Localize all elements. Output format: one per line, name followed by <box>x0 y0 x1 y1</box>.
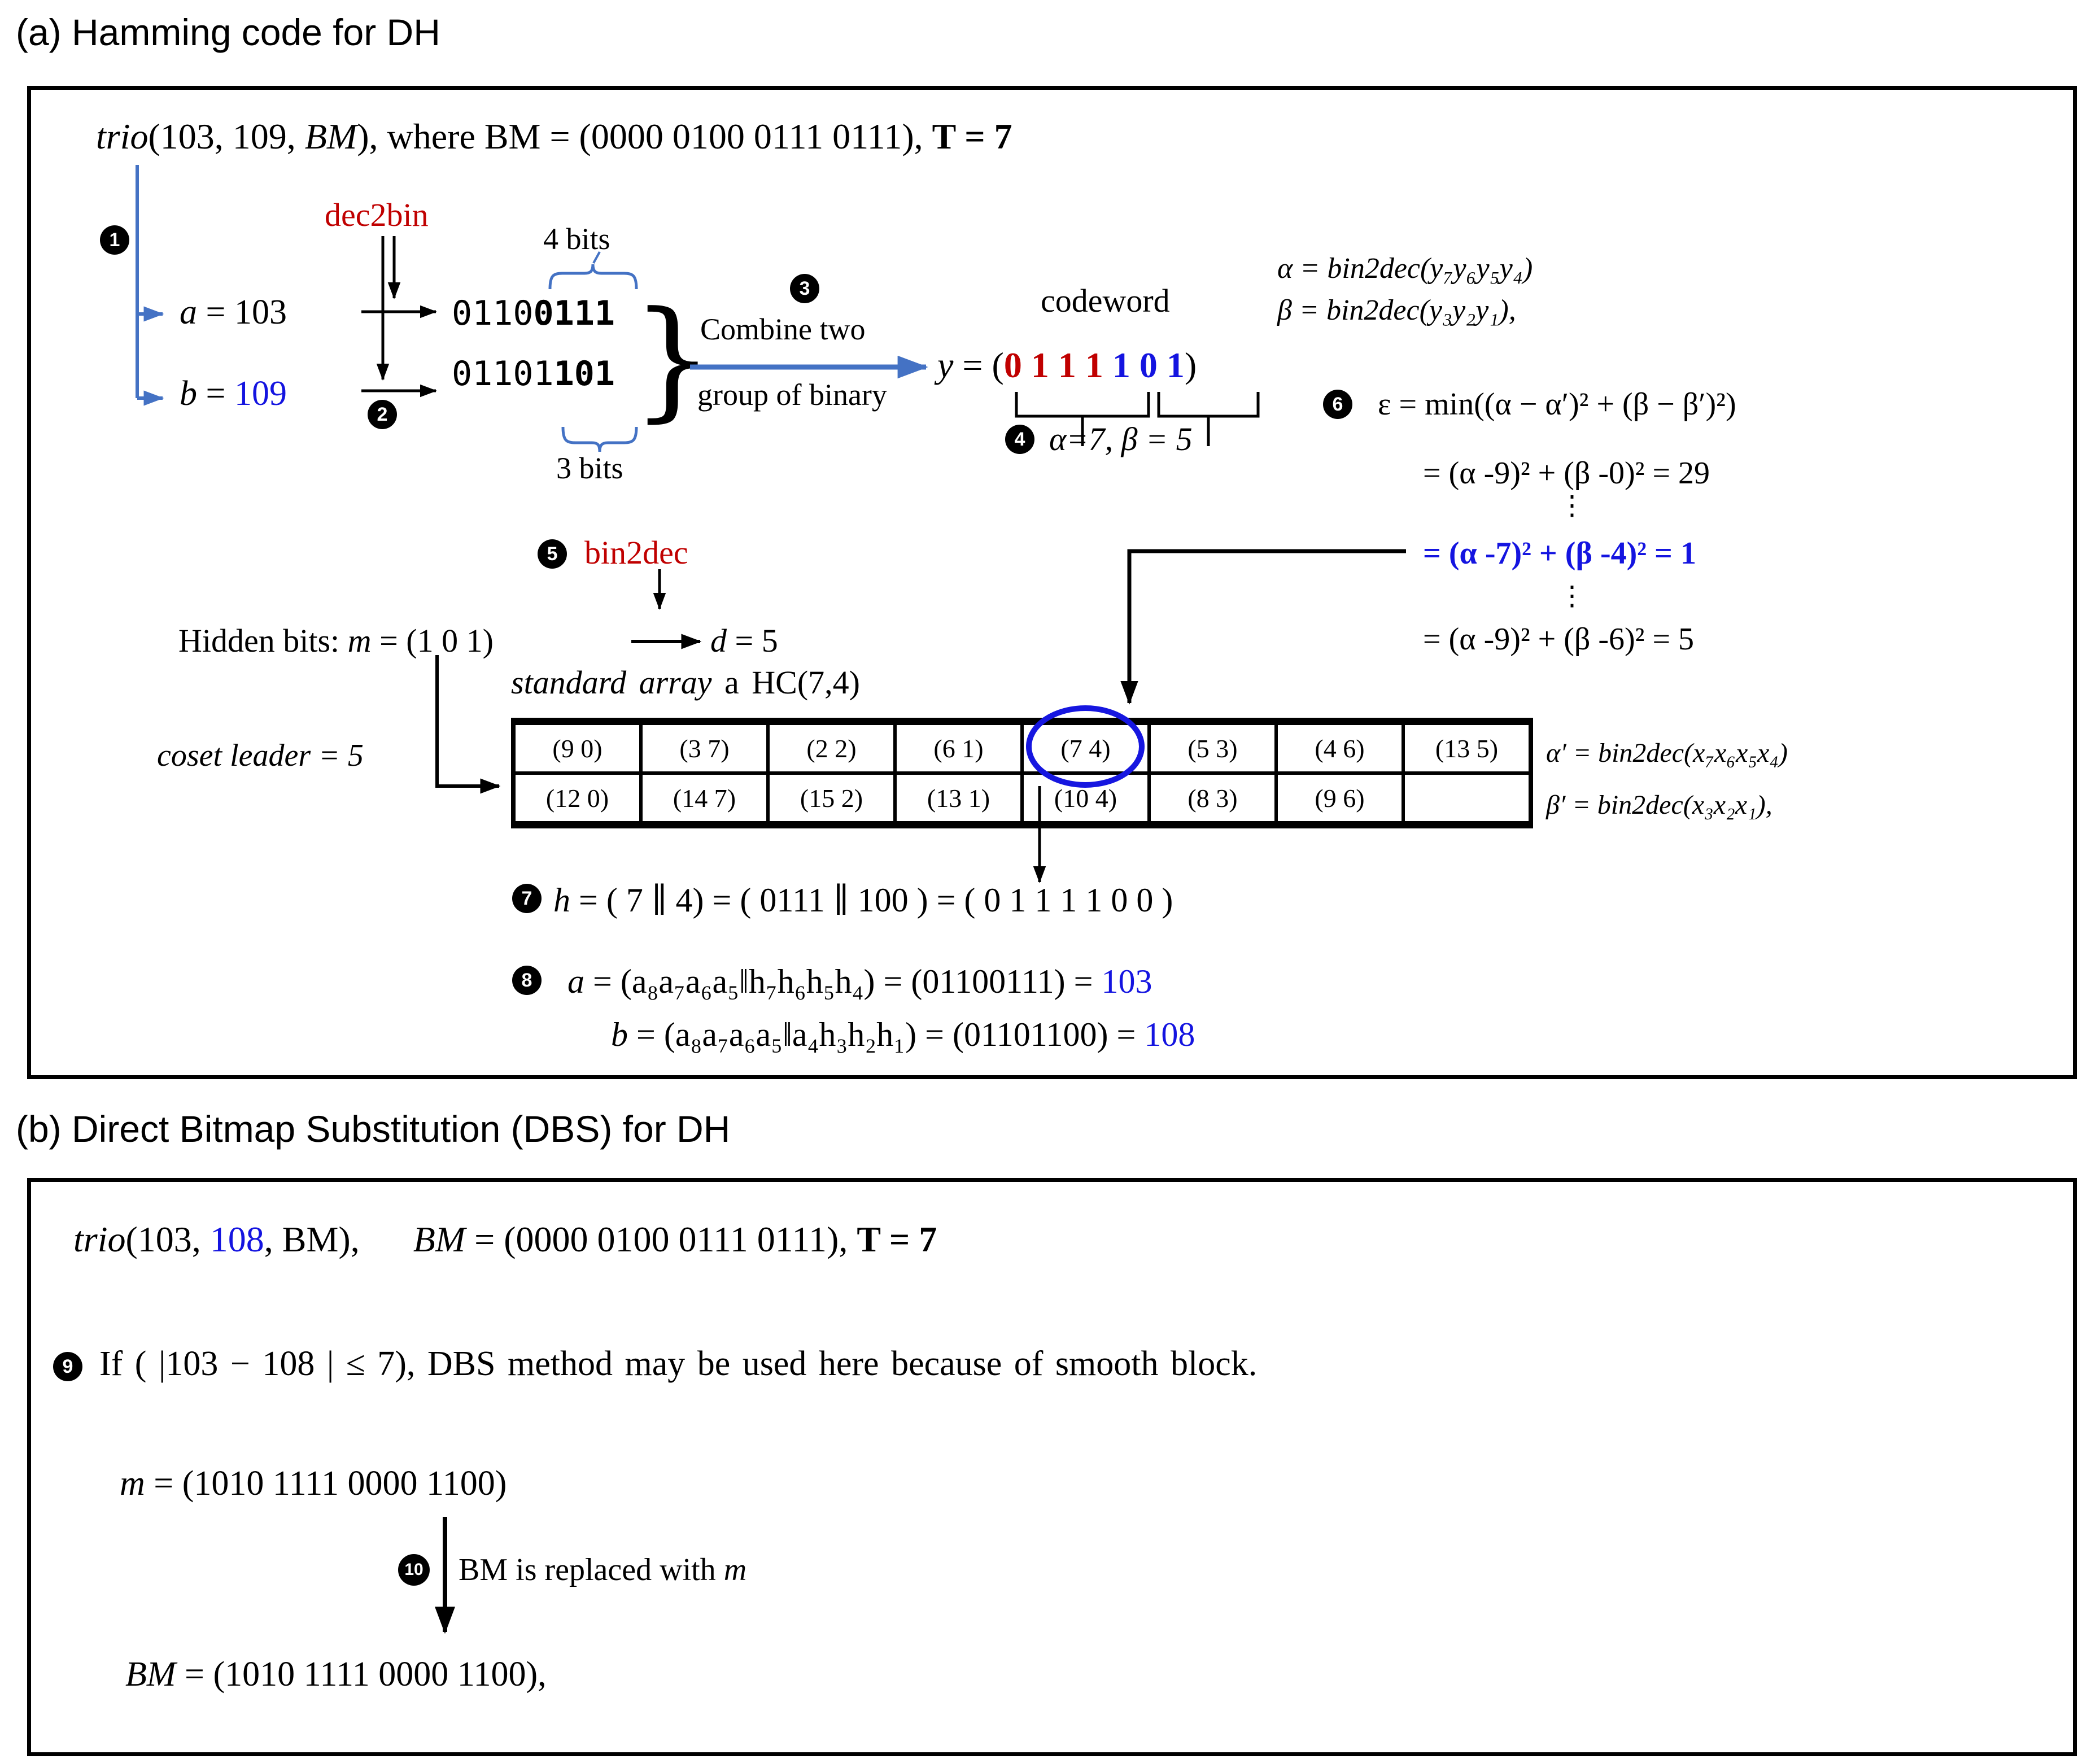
y-close: ) <box>1184 345 1197 385</box>
step-7-equation <box>553 881 1173 920</box>
beta-prime-definition: β′ = bin2dec(x₃x₂x₁), <box>1546 790 1772 820</box>
table-cell: (12 0) <box>514 773 641 823</box>
three-bits-label: 3 bits <box>556 451 623 485</box>
t-equals-7-b: T = 7 <box>857 1219 937 1259</box>
vertical-dots-2: ⋮ <box>1558 581 1586 611</box>
section-a-box <box>27 86 2077 1079</box>
hidden-bits-value: = (1 0 1) <box>371 622 494 659</box>
step-1-badge: 1 <box>100 225 129 255</box>
trio-header-a <box>96 116 1012 158</box>
step-5-badge: 5 <box>538 539 567 569</box>
var-d: d <box>710 622 727 659</box>
binary-a <box>452 294 615 333</box>
binary-b <box>452 355 615 394</box>
codeword-equation <box>937 344 1197 386</box>
binary-a-high: 0110 <box>452 294 534 333</box>
h-value: = ( 7 ∥ 4) = ( 0111 ∥ 100 ) = ( 0 1 1 1 1 0 0 ) <box>570 881 1173 919</box>
d-value: = 5 <box>727 622 778 659</box>
table-cell: (5 3) <box>1149 723 1276 773</box>
b-result-108: 108 <box>1144 1016 1195 1053</box>
beta-definition: β = bin2dec(y₃y₂y₁), <box>1277 294 1516 326</box>
step-9-badge: 9 <box>53 1352 82 1381</box>
codeword-label: codeword <box>1041 282 1170 319</box>
epsilon-eq-29: = (α -9)² + (β -0)² = 29 <box>1423 456 1710 491</box>
step-4-badge: 4 <box>1005 425 1034 454</box>
epsilon-eq-5: = (α -9)² + (β -6)² = 5 <box>1423 622 1695 657</box>
trio-keyword-b: trio <box>73 1219 126 1259</box>
table-cell: (8 3) <box>1149 773 1276 823</box>
step-8-equation-b <box>611 1015 1195 1054</box>
trio-header-b <box>73 1219 937 1260</box>
binary-b-high: 01101 <box>452 354 554 394</box>
a-result-103: 103 <box>1101 963 1152 1000</box>
b-value-109: 109 <box>234 374 287 413</box>
step-7-badge: 7 <box>512 884 542 913</box>
trio-args: (103, 109, <box>148 116 305 156</box>
table-cell: (10 4) <box>1022 773 1149 823</box>
var-y: y <box>937 345 954 385</box>
step-2-badge: 2 <box>368 400 397 429</box>
trio-args-b: (103, <box>125 1219 210 1259</box>
step-4-text: α=7, β = 5 <box>1049 421 1193 457</box>
replace-text: BM is replaced with <box>459 1552 724 1587</box>
trio-bm: BM <box>304 116 357 156</box>
epsilon-eq-1-blue <box>1423 535 1696 571</box>
t-equals-7: T = 7 <box>932 116 1012 156</box>
table-cell: (2 2) <box>768 723 895 773</box>
var-b: b <box>180 374 197 413</box>
var-m: m <box>347 622 372 659</box>
hidden-bits-line <box>178 622 494 660</box>
standard-array-rest: a HC(7,4) <box>711 664 860 701</box>
hidden-bits-label: Hidden bits: <box>178 622 348 659</box>
replace-label <box>459 1552 746 1588</box>
eq1-main: = (α -7)² + (β -4)² = <box>1423 536 1680 571</box>
b-eq: = <box>197 374 234 413</box>
alpha-prime-definition: α′ = bin2dec(x₇x₆x₅x₄) <box>1546 738 1788 768</box>
combine-brace: } <box>631 284 714 435</box>
table-cell: (3 7) <box>641 723 768 773</box>
trio-keyword: trio <box>96 116 149 156</box>
epsilon-min-equation: ε = min((α − α′)² + (β − β′)²) <box>1378 387 1736 422</box>
row-b-text <box>180 374 287 414</box>
trio-rest: ), where BM = (0000 0100 0111 0111), <box>357 116 932 156</box>
var-a2: a <box>567 963 584 1000</box>
table-cell: (13 1) <box>895 773 1022 823</box>
d-equals-5 <box>710 622 778 660</box>
combine-label-bottom: group of binary <box>697 378 887 412</box>
step-8-badge: 8 <box>512 966 542 995</box>
bin2dec-label: bin2dec <box>584 534 688 571</box>
a-recombine: = (a₈a₇a₆a₅‖h₇h₆h₅h₄) = (01100111) = <box>584 963 1102 1000</box>
table-cell-empty <box>1403 773 1530 823</box>
table-cell: (4 6) <box>1276 723 1403 773</box>
b-recombine: = (a₈a₇a₆a₅‖a₄h₃h₂h₁) = (01101100) = <box>628 1016 1145 1053</box>
m-bits-line <box>120 1464 507 1504</box>
bm-result-value: = (1010 1111 0000 1100), <box>176 1655 547 1694</box>
standard-array-title <box>511 664 860 702</box>
section-b-title: (b) Direct Bitmap Substitution (DBS) for DH <box>16 1108 731 1150</box>
step-9-condition: If ( |103 − 108 | ≤ 7), DBS method may be used here because of smooth block. <box>99 1345 1258 1383</box>
table-cell: (13 5) <box>1403 723 1530 773</box>
bm-result-line <box>125 1655 547 1695</box>
coset-leader-label: coset leader = 5 <box>157 738 364 773</box>
table-cell-selected: (7 4) <box>1022 723 1149 773</box>
var-m2: m <box>120 1464 145 1503</box>
var-a: a <box>180 293 197 331</box>
bm-italic-b: BM <box>413 1219 466 1259</box>
four-bits-label: 4 bits <box>543 222 610 256</box>
y-open: = ( <box>953 345 1004 385</box>
standard-array-table <box>511 718 1533 828</box>
combine-label-top: Combine two <box>700 312 866 346</box>
step-3-badge: 3 <box>790 274 819 303</box>
section-a-title: (a) Hamming code for DH <box>16 11 440 53</box>
bm-bits-b: = (0000 0100 0111 0111), <box>465 1219 857 1259</box>
table-cell: (6 1) <box>895 723 1022 773</box>
y-gap <box>1103 345 1112 385</box>
codeword-beta-bits: 1 0 1 <box>1112 345 1185 385</box>
row-a-text <box>180 293 287 333</box>
b-value-108-header: 108 <box>209 1219 264 1259</box>
table-cell: (15 2) <box>768 773 895 823</box>
standard-array-italic: standard array <box>511 664 712 701</box>
codeword-alpha-bits: 0 1 1 1 <box>1003 345 1103 385</box>
binary-b-low3: 101 <box>553 354 615 394</box>
a-value: = 103 <box>197 293 287 331</box>
eq1-result: 1 <box>1680 536 1696 571</box>
step-8-equation-a <box>567 962 1152 1001</box>
var-m3: m <box>723 1552 747 1587</box>
var-b2: b <box>611 1016 628 1053</box>
m-bits-value: = (1010 1111 0000 1100) <box>145 1464 507 1503</box>
alpha-definition: α = bin2dec(y₇y₆y₅y₄) <box>1277 252 1533 285</box>
dec2bin-label: dec2bin <box>325 197 429 233</box>
vertical-dots-1: ⋮ <box>1558 491 1586 521</box>
var-h: h <box>553 881 570 919</box>
table-cell: (9 0) <box>514 723 641 773</box>
trio-rest-b: , BM), <box>264 1219 360 1259</box>
var-bm: BM <box>125 1655 176 1694</box>
table-cell: (14 7) <box>641 773 768 823</box>
binary-a-low4: 0111 <box>533 294 615 333</box>
step-6-badge: 6 <box>1323 390 1352 419</box>
step-10-badge: 10 <box>398 1554 430 1586</box>
table-cell: (9 6) <box>1276 773 1403 823</box>
